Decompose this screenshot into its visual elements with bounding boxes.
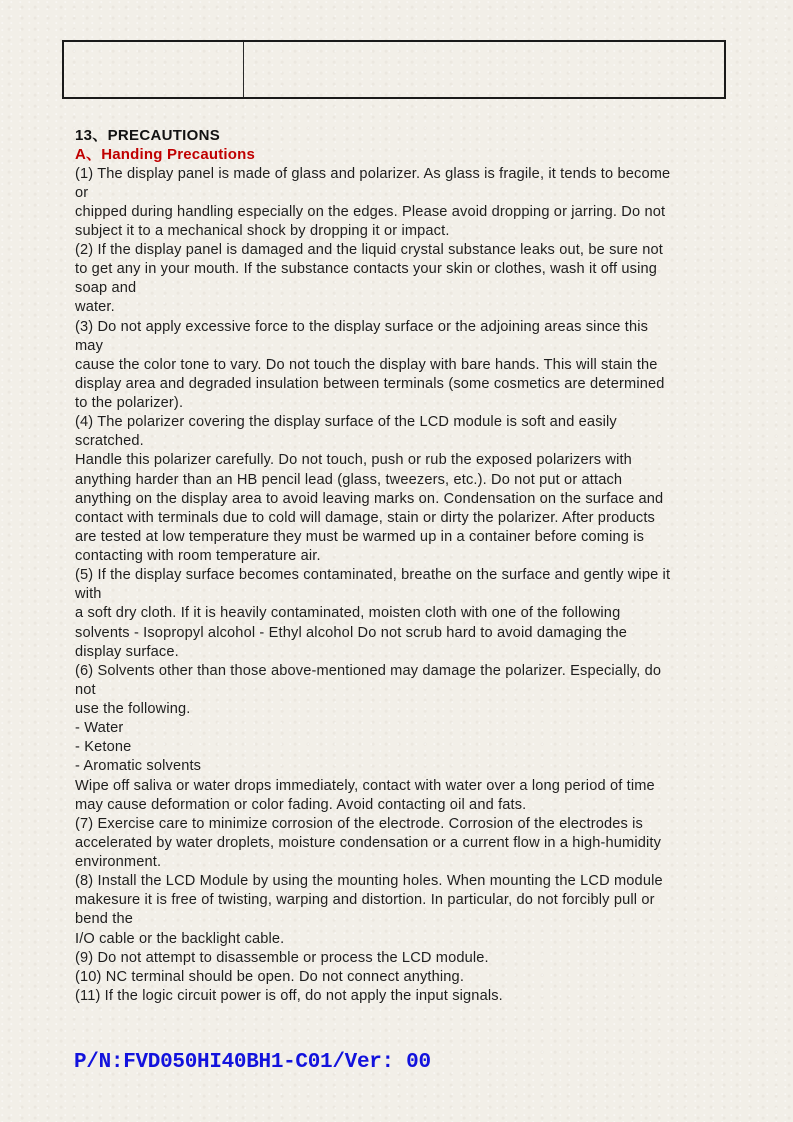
text-line: may [75,337,104,354]
text-line: anything harder than an HB pencil lead (glass, tweezers, etc.). Do not put or attach [75,471,623,488]
text-line: cause the color tone to vary. Do not touch the display with bare hands. This will stain the [75,356,658,373]
text-line: makesure it is free of twisting, warping and distortion. In particular, do not forcibly pull or [75,892,655,909]
text-line: - Ketone [75,739,132,756]
text-line: to the polarizer). [75,395,184,412]
text-line: are tested at low temperature they must be warmed up in a container before coming is [75,528,645,545]
header-table [62,40,726,99]
text-line: (1) The display panel is made of glass and polarizer. As glass is fragile, it tends to become [75,165,671,182]
text-line: display area and degraded insulation between terminals (some cosmetics are determined [75,375,665,392]
text-line: contact with terminals due to cold will damage, stain or dirty the polarizer. After products [75,509,655,526]
subsection-title: A、Handing Precautions [75,146,256,164]
text-line: or [75,184,89,201]
text-line: contacting with room temperature air. [75,548,321,565]
text-line: - Water [75,720,124,737]
text-line: (8) Install the LCD Module by using the mounting holes. When mounting the LCD module [75,873,663,890]
text-line: (11) If the logic circuit power is off, do not apply the input signals. [75,987,503,1004]
text-line: - Aromatic solvents [75,758,202,775]
section-title: 13、PRECAUTIONS [75,127,221,144]
text-line: I/O cable or the backlight cable. [75,930,285,947]
text-line: (6) Solvents other than those above-mentioned may damage the polarizer. Especially, do [75,662,662,679]
text-line: (4) The polarizer covering the display surface of the LCD module is soft and easily [75,414,617,431]
text-line: soap and [75,280,137,297]
text-line: (9) Do not attempt to disassemble or process the LCD module. [75,949,489,966]
text-line: with [75,586,102,603]
text-line: accelerated by water droplets, moisture condensation or a current flow in a high-humidity [75,834,662,851]
text-line: not [75,681,96,698]
text-line: subject it to a mechanical shock by dropping it or impact. [75,222,450,239]
text-line: scratched. [75,433,144,450]
text-line: (5) If the display surface becomes contaminated, breathe on the surface and gently wipe it [75,567,671,584]
text-line: chipped during handling especially on the edges. Please avoid dropping or jarring. Do not [75,203,666,220]
text-line: use the following. [75,701,191,718]
precautions-body [75,165,723,1007]
text-line: anything on the display area to avoid leaving marks on. Condensation on the surface and [75,490,664,507]
text-line: Handle this polarizer carefully. Do not touch, push or rub the exposed polarizers with [75,452,632,469]
header-table-cell-left [64,42,244,97]
text-line: water. [75,299,115,316]
text-line: bend the [75,911,134,928]
text-line: solvents - Isopropyl alcohol - Ethyl alcohol Do not scrub hard to avoid damaging the [75,624,628,641]
text-line: to get any in your mouth. If the substance contacts your skin or clothes, wash it off using [75,261,658,278]
text-line: Wipe off saliva or water drops immediately, contact with water over a long period of time [75,777,655,794]
text-line: environment. [75,854,162,871]
text-line: (7) Exercise care to minimize corrosion of the electrode. Corrosion of the electrodes is [75,815,643,832]
header-table-cell-right [244,42,724,97]
text-line: (3) Do not apply excessive force to the display surface or the adjoining areas since this [75,318,649,335]
text-line: (2) If the display panel is damaged and the liquid crystal substance leaks out, be sure not [75,242,664,259]
text-line: a soft dry cloth. If it is heavily contaminated, moisten cloth with one of the following [75,605,621,622]
part-number-footer: P/N:FVD050HI40BH1-C01/Ver: 00 [74,1051,431,1074]
text-line: may cause deformation or color fading. Avoid contacting oil and fats. [75,796,527,813]
precautions-section [75,126,723,1006]
text-line: display surface. [75,643,179,660]
text-line: (10) NC terminal should be open. Do not connect anything. [75,968,465,985]
